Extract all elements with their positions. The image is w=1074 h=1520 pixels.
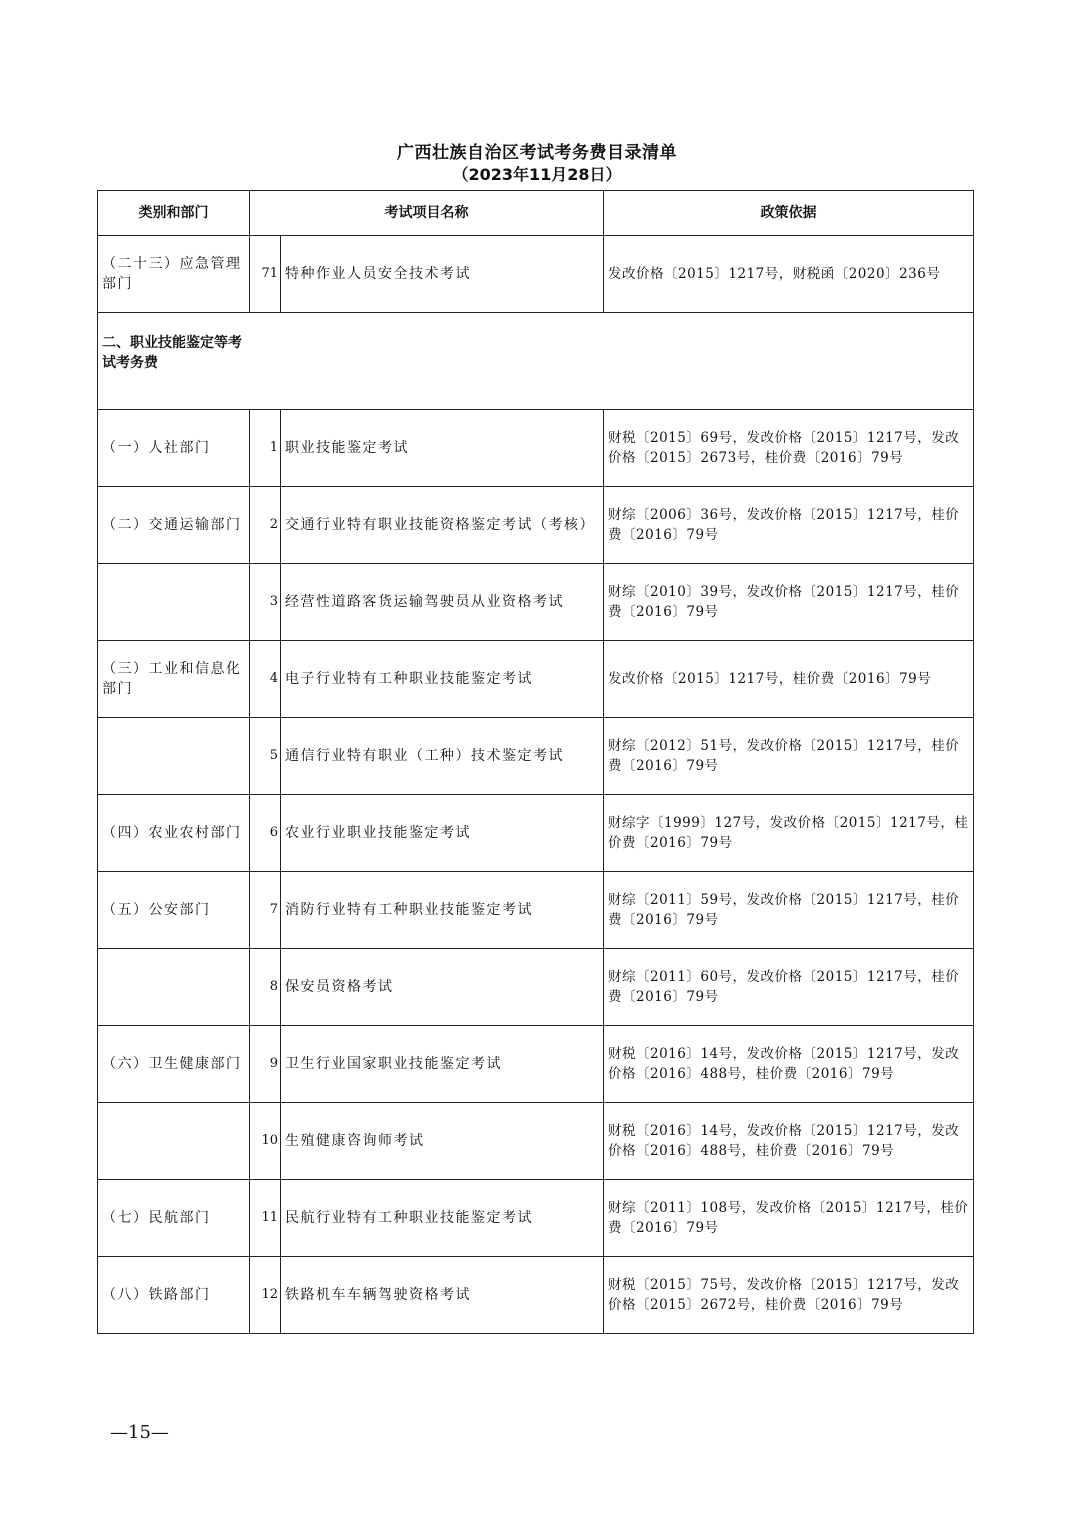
item-number: 2	[250, 487, 281, 564]
policy-basis-cell: 财综〔2011〕108号，发改价格〔2015〕1217号，桂价费〔2016〕79号	[604, 1180, 974, 1257]
item-number: 10	[250, 1103, 281, 1180]
item-number: 7	[250, 872, 281, 949]
item-number: 8	[250, 949, 281, 1026]
item-number: 6	[250, 795, 281, 872]
policy-basis-cell: 财综〔2006〕36号，发改价格〔2015〕1217号，桂价费〔2016〕79号	[604, 487, 974, 564]
exam-name-cell: 农业行业职业技能鉴定考试	[281, 795, 604, 872]
item-number: 3	[250, 564, 281, 641]
policy-basis-cell: 财综〔2011〕60号，发改价格〔2015〕1217号，桂价费〔2016〕79号	[604, 949, 974, 1026]
category-cell: （一）人社部门	[98, 410, 250, 487]
table-row	[98, 313, 974, 410]
header-exam-name: 考试项目名称	[250, 191, 604, 236]
page-number: —15—	[110, 1422, 169, 1443]
item-number: 9	[250, 1026, 281, 1103]
table-row	[98, 1026, 974, 1103]
policy-basis-cell: 财综〔2012〕51号，发改价格〔2015〕1217号，桂价费〔2016〕79号	[604, 718, 974, 795]
exam-name-cell: 铁路机车车辆驾驶资格考试	[281, 1257, 604, 1334]
category-cell	[98, 564, 250, 641]
exam-name-cell: 民航行业特有工种职业技能鉴定考试	[281, 1180, 604, 1257]
table-row	[98, 236, 974, 313]
category-cell: （八）铁路部门	[98, 1257, 250, 1334]
category-cell: （二十三）应急管理部门	[98, 236, 250, 313]
item-number: 4	[250, 641, 281, 718]
policy-basis-cell: 财税〔2015〕75号，发改价格〔2015〕1217号，发改价格〔2015〕2672号，桂价费〔2016〕79号	[604, 1257, 974, 1334]
exam-name-cell: 生殖健康咨询师考试	[281, 1103, 604, 1180]
category-cell	[98, 949, 250, 1026]
exam-name-cell: 职业技能鉴定考试	[281, 410, 604, 487]
exam-name-cell: 卫生行业国家职业技能鉴定考试	[281, 1026, 604, 1103]
table-row	[98, 718, 974, 795]
exam-name-cell: 电子行业特有工种职业技能鉴定考试	[281, 641, 604, 718]
section-heading	[98, 313, 974, 410]
policy-basis-cell: 财税〔2016〕14号，发改价格〔2015〕1217号，发改价格〔2016〕488号，桂价费〔2016〕79号	[604, 1026, 974, 1103]
item-number: 11	[250, 1180, 281, 1257]
policy-basis-cell: 财综〔2010〕39号，发改价格〔2015〕1217号，桂价费〔2016〕79号	[604, 564, 974, 641]
table-row	[98, 641, 974, 718]
table-row	[98, 564, 974, 641]
policy-basis-cell: 财综〔2011〕59号，发改价格〔2015〕1217号，桂价费〔2016〕79号	[604, 872, 974, 949]
policy-basis-cell: 财税〔2015〕69号，发改价格〔2015〕1217号，发改价格〔2015〕2673号，桂价费〔2016〕79号	[604, 410, 974, 487]
document-date: （2023年11月28日）	[452, 165, 622, 184]
category-cell: （七）民航部门	[98, 1180, 250, 1257]
table-row	[98, 1103, 974, 1180]
policy-basis-cell: 发改价格〔2015〕1217号，财税函〔2020〕236号	[604, 236, 974, 313]
exam-name-cell: 通信行业特有职业（工种）技术鉴定考试	[281, 718, 604, 795]
category-cell: （三）工业和信息化部门	[98, 641, 250, 718]
exam-name-cell: 经营性道路客货运输驾驶员从业资格考试	[281, 564, 604, 641]
item-number: 71	[250, 236, 281, 313]
exam-name-cell: 特种作业人员安全技术考试	[281, 236, 604, 313]
table-row	[98, 1180, 974, 1257]
header-policy: 政策依据	[604, 191, 974, 236]
category-cell	[98, 1103, 250, 1180]
header-category: 类别和部门	[98, 191, 250, 236]
category-cell	[98, 718, 250, 795]
table-row	[98, 487, 974, 564]
table-row	[98, 949, 974, 1026]
policy-basis-cell: 财综字〔1999〕127号，发改价格〔2015〕1217号，桂价费〔2016〕79号	[604, 795, 974, 872]
exam-name-cell: 保安员资格考试	[281, 949, 604, 1026]
exam-name-cell: 交通行业特有职业技能资格鉴定考试（考核）	[281, 487, 604, 564]
table-row	[98, 410, 974, 487]
table-row	[98, 872, 974, 949]
category-cell: （四）农业农村部门	[98, 795, 250, 872]
exam-name-cell: 消防行业特有工种职业技能鉴定考试	[281, 872, 604, 949]
item-number: 1	[250, 410, 281, 487]
table-row	[98, 795, 974, 872]
category-cell: （二）交通运输部门	[98, 487, 250, 564]
policy-basis-cell: 财税〔2016〕14号，发改价格〔2015〕1217号，发改价格〔2016〕488号，桂价费〔2016〕79号	[604, 1103, 974, 1180]
category-cell: （五）公安部门	[98, 872, 250, 949]
category-cell: （六）卫生健康部门	[98, 1026, 250, 1103]
section-heading-text: 二、职业技能鉴定等考试考务费	[102, 335, 242, 371]
table-row	[98, 1257, 974, 1334]
item-number: 5	[250, 718, 281, 795]
policy-basis-cell: 发改价格〔2015〕1217号，桂价费〔2016〕79号	[604, 641, 974, 718]
item-number: 12	[250, 1257, 281, 1334]
table-header-row	[98, 191, 974, 236]
fee-catalog-table	[97, 190, 974, 1334]
document-title: 广西壮族自治区考试考务费目录清单	[397, 143, 677, 163]
